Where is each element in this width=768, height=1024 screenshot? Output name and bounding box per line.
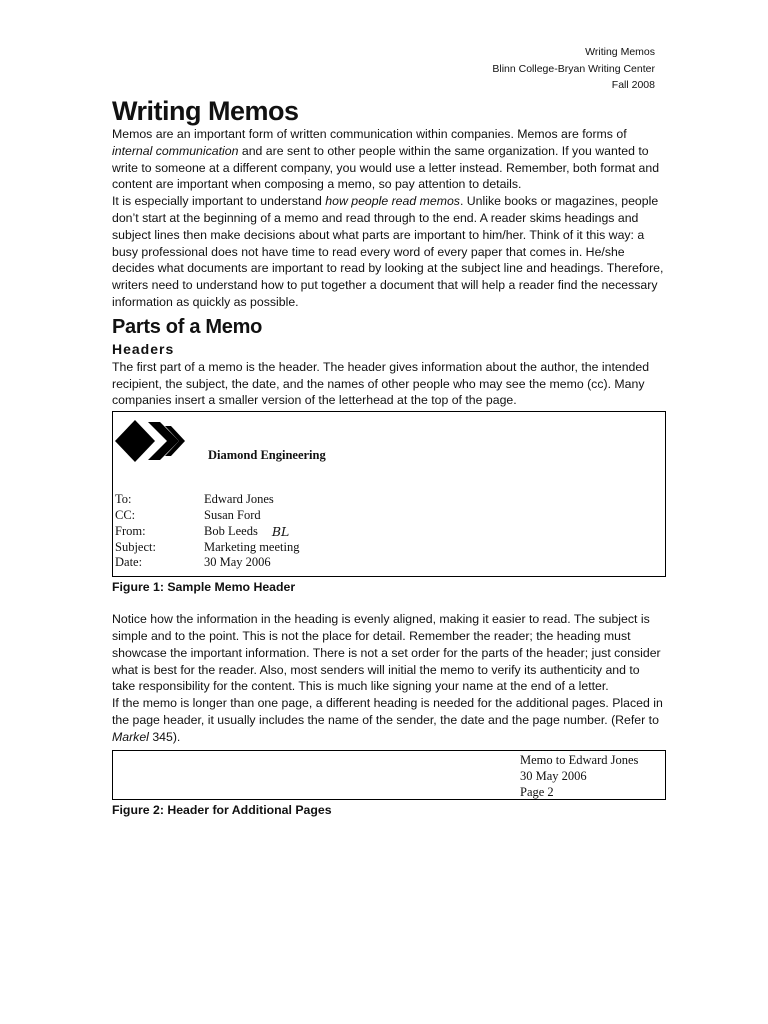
- additional-header-date: 30 May 2006: [520, 768, 587, 783]
- memo-fields: [115, 492, 299, 571]
- figure-1-caption: Figure 1: Sample Memo Header: [112, 580, 296, 595]
- field-label: Date:: [115, 555, 143, 570]
- notice-p2-emphasis: Markel: [112, 729, 149, 744]
- additional-header-page: Page 2: [520, 784, 554, 799]
- field-value: Susan Ford: [204, 507, 261, 522]
- memo-field-date: [115, 555, 299, 571]
- running-header: [492, 44, 655, 94]
- field-label: Subject:: [115, 539, 156, 554]
- headers-paragraph: The first part of a memo is the header. The header gives information about the author, the intended recipient, the subject, the date, and the names of other people who may see the memo (cc). Many companies insert a smaller version of the letterhead at the top of the page.: [112, 359, 650, 408]
- running-header-term: Fall 2008: [611, 79, 655, 91]
- intro-p1-emphasis: internal communication: [112, 143, 239, 158]
- field-value: Edward Jones: [204, 492, 274, 507]
- intro-p2-text-a: It is especially important to understand: [112, 194, 326, 209]
- section-title: Parts of a Memo: [112, 315, 262, 338]
- running-header-org: Blinn College-Bryan Writing Center: [492, 62, 655, 75]
- intro-paragraph-1: [112, 126, 664, 193]
- additional-header-recipient: Memo to Edward Jones: [520, 752, 639, 767]
- field-value: Marketing meeting: [204, 539, 300, 554]
- intro-p1-text-a: Memos are an important form of written communication within companies. Memos are forms of: [112, 127, 627, 141]
- field-value: Bob Leeds: [204, 523, 258, 538]
- sender-initials: BL: [271, 523, 290, 539]
- intro-paragraph-2: [112, 193, 664, 311]
- memo-field-from: [115, 524, 299, 540]
- memo-field-cc: [115, 508, 299, 524]
- notice-p2-text-a: If the memo is longer than one page, a different heading is needed for the additional pages. Placed in the page header, it usually includes the name of the sender, the date and the page number. (Refer to: [112, 696, 663, 727]
- field-value: 30 May 2006: [204, 555, 271, 570]
- page-title: Writing Memos: [112, 96, 299, 126]
- figure-2-caption: Figure 2: Header for Additional Pages: [112, 802, 332, 817]
- document-body: [112, 96, 664, 818]
- notice-paragraph-1: Notice how the information in the heading is evenly aligned, making it easier to read. The subject is simple and to the point. This is not the place for detail. Remember the reader; the heading must showcase the important information. There is not a set order for the parts of the header; just consider what is best for the reader. Also, most senders will initial the memo to verify its authenticity and to take responsibility for the content. This is much like signing your name at the end of a letter.: [112, 612, 661, 694]
- spacer: [112, 595, 664, 611]
- sample-memo-header: [112, 411, 666, 577]
- company-name: Diamond Engineering: [208, 448, 326, 463]
- diamond-logo-icon: [115, 420, 185, 462]
- running-header-title: Writing Memos: [585, 46, 655, 58]
- intro-p1-text-b: and are sent to other people within the same organization. If you wanted to write to someone at a different company, you would use a letter instead. Remember, both format and content are important when composing a memo, so pay attention to details.: [112, 143, 660, 192]
- memo-field-to: [115, 492, 299, 508]
- additional-page-header: [112, 750, 666, 800]
- field-label: To:: [115, 492, 132, 507]
- field-label: CC:: [115, 507, 136, 522]
- intro-p2-emphasis: how people read memos: [325, 194, 460, 209]
- additional-header-lines: [520, 752, 638, 800]
- notice-p2-text-b: 345).: [148, 729, 181, 744]
- memo-field-subject: [115, 540, 299, 556]
- intro-p2-text-b: . Unlike books or magazines, people don’t start at the beginning of a memo and read through to the end. A reader skims headings and subject lines then make decisions about what parts are important to him/her. Think of it this way: a busy professional does not have time to read every word of every paper that comes in. He/she decides what documents are important to read by looking at the subject line and headings. Therefore, writers need to understand how to put together a document that will help a reader find the necessary information as quickly as possible.: [112, 194, 664, 309]
- subsection-title-headers: Headers: [112, 340, 175, 357]
- field-label: From:: [115, 523, 146, 538]
- notice-paragraph-2: [112, 695, 664, 745]
